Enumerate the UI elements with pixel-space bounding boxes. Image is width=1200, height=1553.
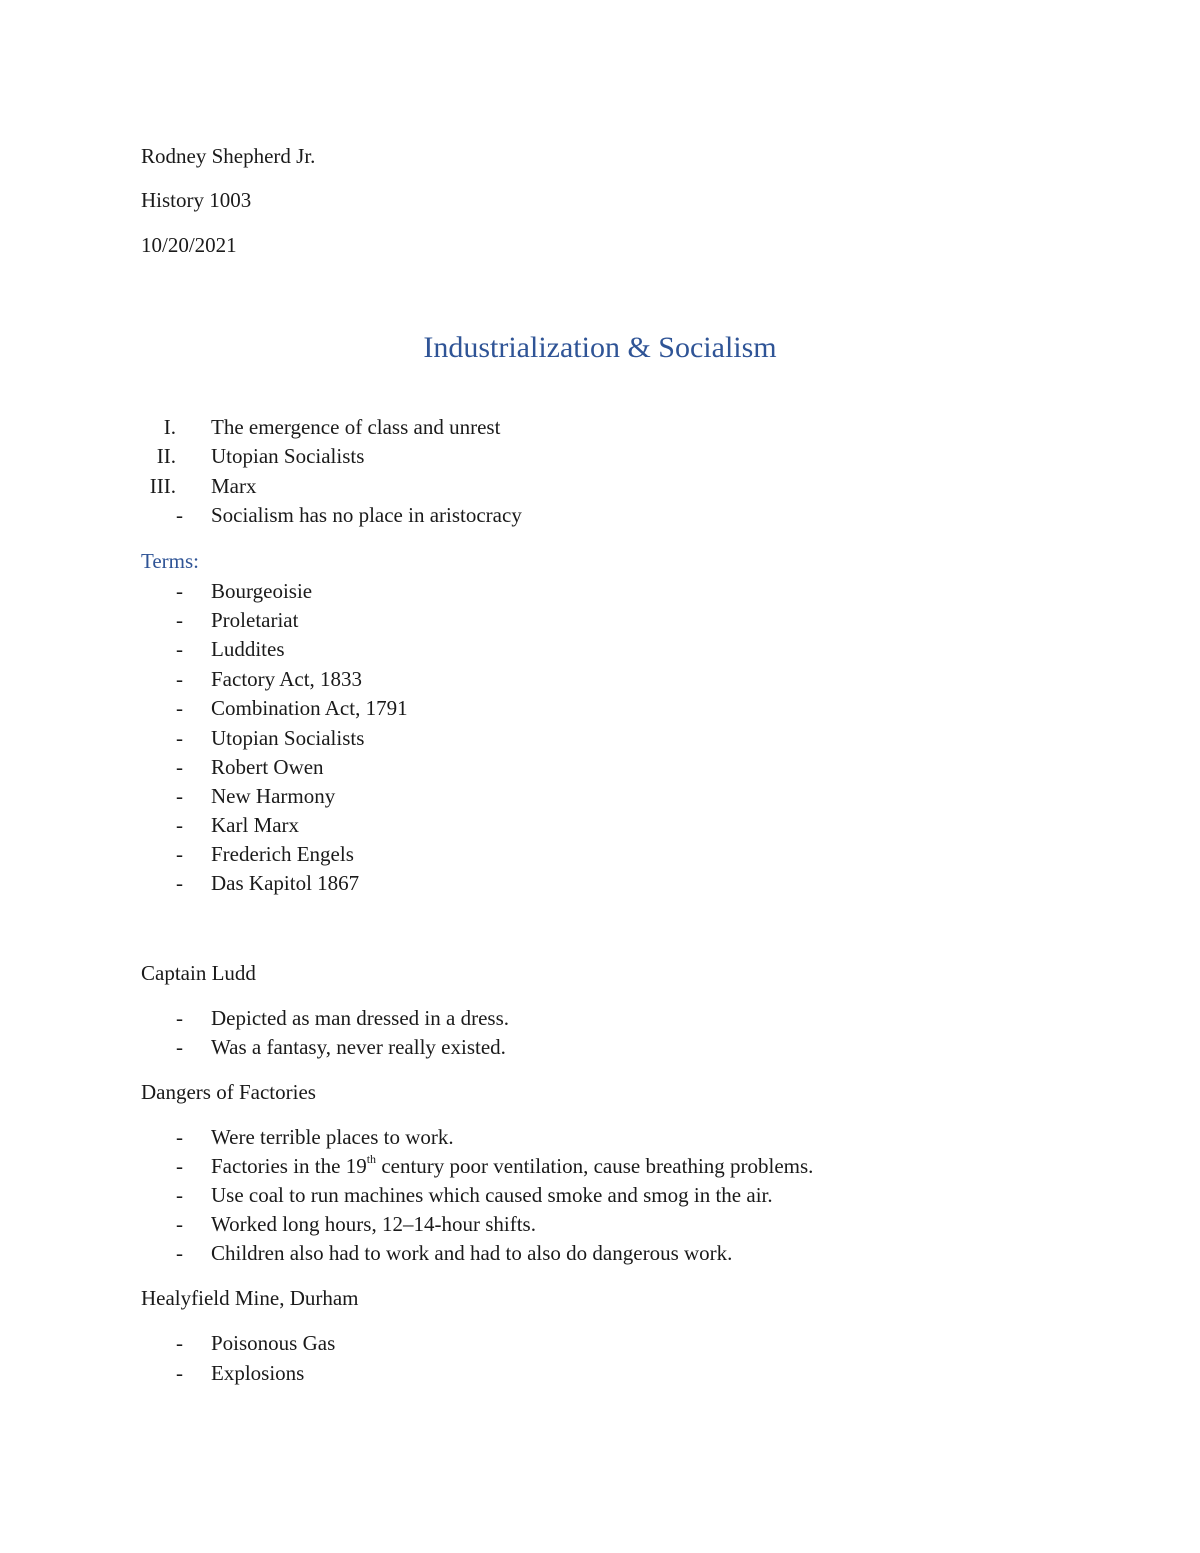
outline-item xyxy=(0,476,1200,500)
term-text: Factory Act, 1833 xyxy=(211,667,363,691)
terms-heading: Terms: xyxy=(141,549,200,573)
term-text: Robert Owen xyxy=(211,755,324,779)
section-item-text: Were terrible places to work. xyxy=(211,1125,454,1149)
dash-bullet: - xyxy=(176,726,183,750)
document-date: 10/20/2021 xyxy=(141,233,237,257)
term-text: Proletariat xyxy=(211,608,299,632)
dash-bullet: - xyxy=(176,1331,183,1355)
term-item xyxy=(0,698,1200,722)
section-item xyxy=(0,1363,1200,1387)
section-item-text: Use coal to run machines which caused smoke and smog in the air. xyxy=(211,1183,773,1207)
dash-bullet: - xyxy=(176,579,183,603)
course-name: History 1003 xyxy=(141,188,252,212)
outline-item xyxy=(0,446,1200,470)
term-text: Utopian Socialists xyxy=(211,726,365,750)
section-heading: Healyfield Mine, Durham xyxy=(141,1286,359,1310)
outline-text: Socialism has no place in aristocracy xyxy=(211,503,522,527)
dash-bullet: - xyxy=(176,608,183,632)
term-item xyxy=(0,757,1200,781)
outline-item xyxy=(0,417,1200,441)
dash-bullet: - xyxy=(176,667,183,691)
term-text: Combination Act, 1791 xyxy=(211,696,408,720)
section-item xyxy=(0,1008,1200,1032)
outline-text: Utopian Socialists xyxy=(211,444,365,468)
dash-bullet: - xyxy=(176,1361,183,1385)
term-text: Luddites xyxy=(211,637,285,661)
document-title: Industrialization & Socialism xyxy=(423,331,777,364)
dash-bullet: - xyxy=(176,784,183,808)
term-item xyxy=(0,844,1200,868)
section-item xyxy=(0,1214,1200,1238)
section-item xyxy=(0,1127,1200,1151)
term-text: Das Kapitol 1867 xyxy=(211,871,360,895)
dash-bullet: - xyxy=(176,842,183,866)
section-heading: Captain Ludd xyxy=(141,961,256,985)
term-text: Karl Marx xyxy=(211,813,300,837)
term-text: New Harmony xyxy=(211,784,336,808)
term-item xyxy=(0,815,1200,839)
section-item-text: Children also had to work and had to also do dangerous work. xyxy=(211,1241,733,1265)
section-item xyxy=(0,1152,1200,1180)
author-name: Rodney Shepherd Jr. xyxy=(141,144,316,168)
dash-bullet: - xyxy=(176,755,183,779)
outline-marker: II. xyxy=(156,444,176,468)
term-item xyxy=(0,610,1200,634)
term-item xyxy=(0,873,1200,897)
outline-marker: I. xyxy=(163,415,176,439)
term-item xyxy=(0,639,1200,663)
dash-bullet: - xyxy=(176,813,183,837)
section-item-text: Was a fantasy, never really existed. xyxy=(211,1035,506,1059)
dash-bullet: - xyxy=(176,1006,183,1030)
section-item-text: Poisonous Gas xyxy=(211,1331,336,1355)
dash-bullet: - xyxy=(176,1241,183,1265)
term-item xyxy=(0,669,1200,693)
section-item-text xyxy=(211,1152,814,1178)
dash-bullet: - xyxy=(176,1212,183,1236)
section-item xyxy=(0,1333,1200,1357)
dash-bullet: - xyxy=(176,696,183,720)
section-item xyxy=(0,1037,1200,1061)
dash-bullet: - xyxy=(176,503,183,527)
outline-subitem xyxy=(0,505,1200,529)
section-item xyxy=(0,1185,1200,1209)
term-text: Bourgeoisie xyxy=(211,579,313,603)
term-item xyxy=(0,728,1200,752)
outline-text: Marx xyxy=(211,474,257,498)
outline-text: The emergence of class and unrest xyxy=(211,415,501,439)
section-item-text: Depicted as man dressed in a dress. xyxy=(211,1006,509,1030)
section-item xyxy=(0,1243,1200,1267)
text-after-sup: century poor ventilation, cause breathing problems. xyxy=(376,1154,814,1178)
section-item-text: Worked long hours, 12–14-hour shifts. xyxy=(211,1212,536,1236)
dash-bullet: - xyxy=(176,1125,183,1149)
term-item xyxy=(0,786,1200,810)
section-item-text: Explosions xyxy=(211,1361,305,1385)
dash-bullet: - xyxy=(176,1183,183,1207)
dash-bullet: - xyxy=(176,1154,183,1178)
section-heading: Dangers of Factories xyxy=(141,1080,316,1104)
ordinal-superscript: th xyxy=(366,1152,377,1166)
term-text: Frederich Engels xyxy=(211,842,354,866)
term-item xyxy=(0,581,1200,605)
outline-marker: III. xyxy=(149,474,176,498)
text-before-sup: Factories in the 19 xyxy=(211,1154,367,1178)
dash-bullet: - xyxy=(176,871,183,895)
dash-bullet: - xyxy=(176,637,183,661)
dash-bullet: - xyxy=(176,1035,183,1059)
